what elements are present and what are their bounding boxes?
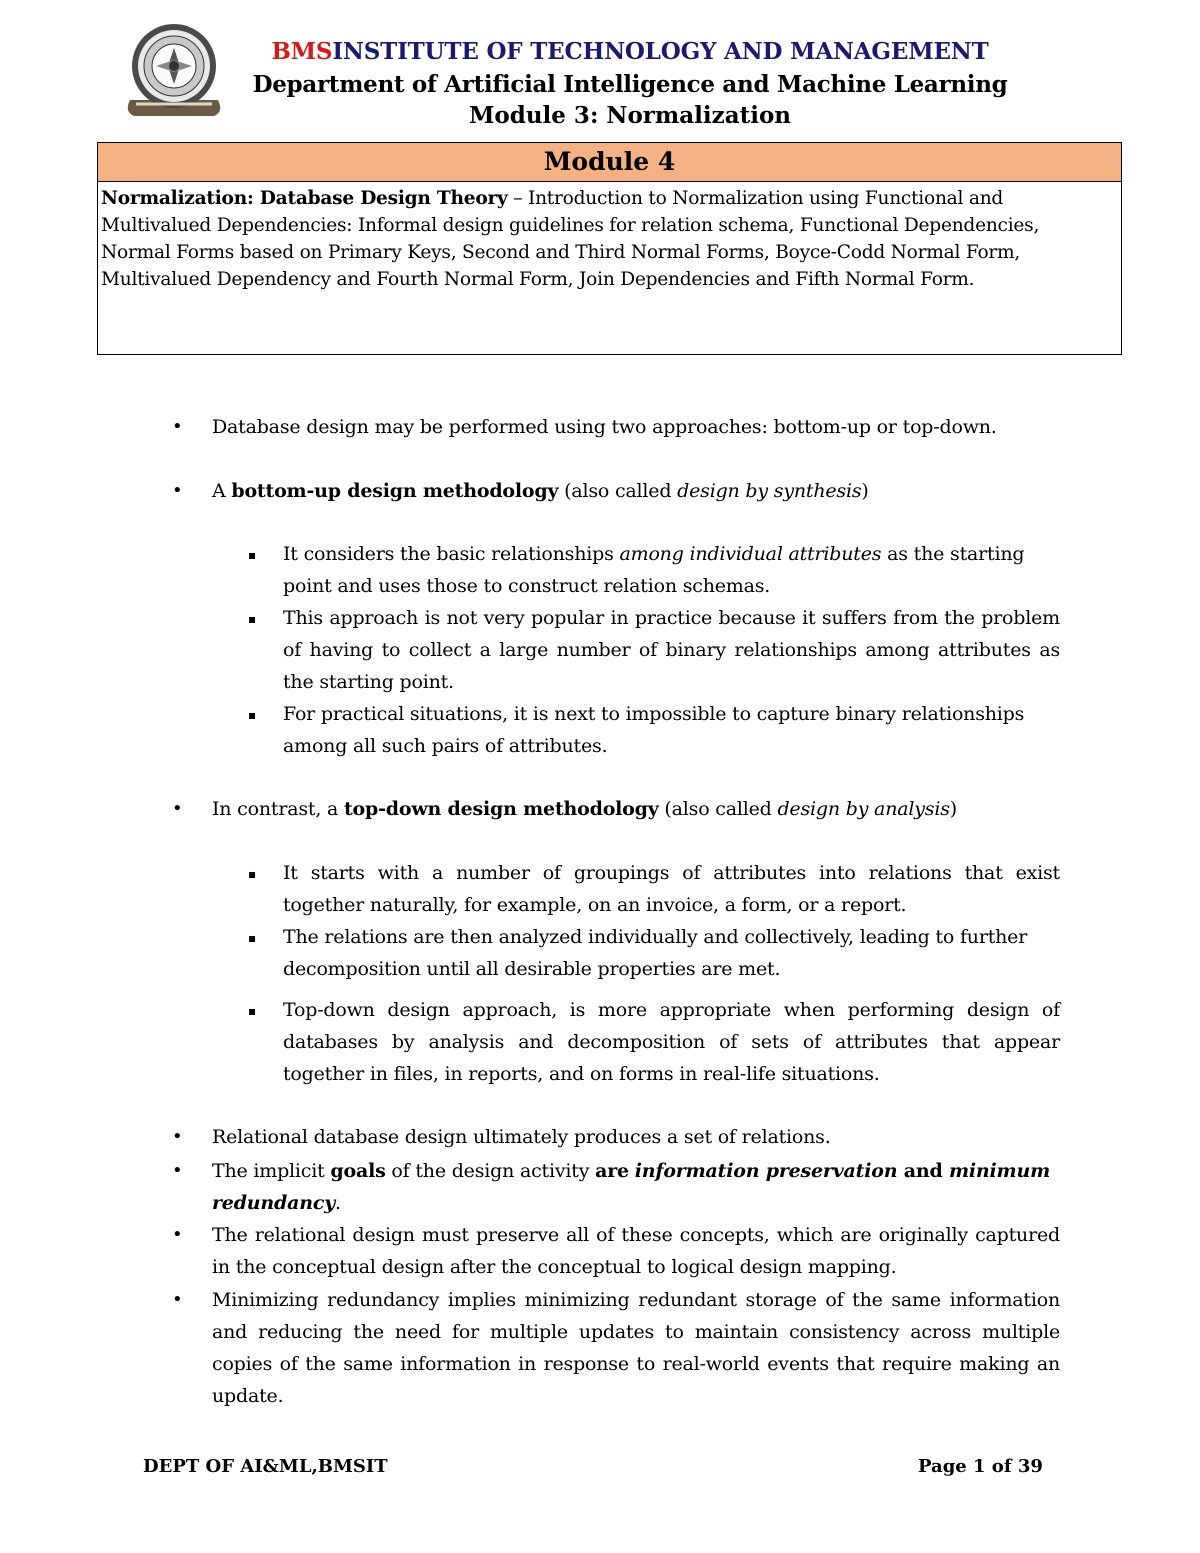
list-item: ▪ The relations are then analyzed individually and collectively, leading to further decomposition until all desirable properties are met. <box>283 921 1060 985</box>
list-item: ▪ For practical situations, it is next to impossible to capture binary relationships among all such pairs of attributes. <box>283 698 1060 762</box>
list-item: • In contrast, a top-down design methodology (also called design by analysis) <box>212 793 1060 825</box>
syllabus-line-1: Normalization: Database Design Theory – Introduction to Normalization using Functional and <box>101 188 1004 209</box>
bullet-icon: • <box>172 480 183 501</box>
list-item: • Database design may be performed using two approaches: bottom-up or top-down. <box>212 411 1060 443</box>
footer-department: DEPT OF AI&ML,BMSIT <box>143 1456 388 1477</box>
institute-seal-icon <box>122 22 226 122</box>
list-item: ▪ It considers the basic relationships among individual attributes as the starting point and uses those to construct relation schemas. <box>283 538 1060 602</box>
syllabus-line-4: Multivalued Dependency and Fourth Normal Form, Join Dependencies and Fifth Normal Form. <box>101 269 975 290</box>
institute-name-red: BMS <box>271 38 333 65</box>
list-item: ▪ It starts with a number of groupings of attributes into relations that exist together naturally, for example, on an invoice, a form, or a report. <box>283 857 1060 921</box>
square-bullet-icon: ▪ <box>248 708 256 722</box>
list-item: • A bottom-up design methodology (also called design by synthesis) <box>212 475 1060 507</box>
bullet-icon: • <box>172 798 183 819</box>
list-item: • Minimizing redundancy implies minimizing redundant storage of the same information and reducing the need for multiple updates to maintain consistency across multiple copies of the same information in response to real-world events that require making an update. <box>212 1284 1060 1412</box>
syllabus-text <box>98 182 1121 293</box>
institute-name-rest: INSTITUTE OF TECHNOLOGY AND MANAGEMENT <box>332 38 989 65</box>
department-name: Department of Artificial Intelligence and Machine Learning <box>252 71 1008 98</box>
bullet-icon: • <box>172 416 183 437</box>
bullet-icon: • <box>172 1160 183 1181</box>
list-item: • The implicit goals of the design activity are information preservation and minimum redundancy. <box>212 1155 1060 1219</box>
bullet-icon: • <box>172 1224 183 1245</box>
square-bullet-icon: ▪ <box>248 1004 256 1018</box>
bullet-icon: • <box>172 1126 183 1147</box>
list-item: ▪ This approach is not very popular in practice because it suffers from the problem of having to collect a large number of binary relationships among attributes as the starting point. <box>283 602 1060 698</box>
list-item: • Relational database design ultimately produces a set of relations. <box>212 1121 1060 1153</box>
list-item: • The relational design must preserve all of these concepts, which are originally captured in the conceptual design after the conceptual to logical design mapping. <box>212 1219 1060 1283</box>
square-bullet-icon: ▪ <box>248 931 256 945</box>
syllabus-line-2: Multivalued Dependencies: Informal design guidelines for relation schema, Functional Dependencies, <box>101 215 1040 236</box>
page-number: Page 1 of 39 <box>918 1456 1043 1477</box>
module-heading: Module 3: Normalization <box>468 102 792 129</box>
bullet-icon: • <box>172 1289 183 1310</box>
syllabus-line-3: Normal Forms based on Primary Keys, Second and Third Normal Forms, Boyce-Codd Normal Form, <box>101 242 1021 263</box>
syllabus-topic: Normalization: Database Design Theory <box>101 188 508 209</box>
syllabus-title: Module 4 <box>98 143 1121 182</box>
square-bullet-icon: ▪ <box>248 867 256 881</box>
syllabus-box <box>97 142 1122 355</box>
square-bullet-icon: ▪ <box>248 548 256 562</box>
institute-name <box>230 38 1030 65</box>
square-bullet-icon: ▪ <box>248 612 256 626</box>
list-item: ▪ Top-down design approach, is more appropriate when performing design of databases by analysis and decomposition of sets of attributes that appear together in files, in reports, and on forms in real-life situations. <box>283 994 1060 1090</box>
